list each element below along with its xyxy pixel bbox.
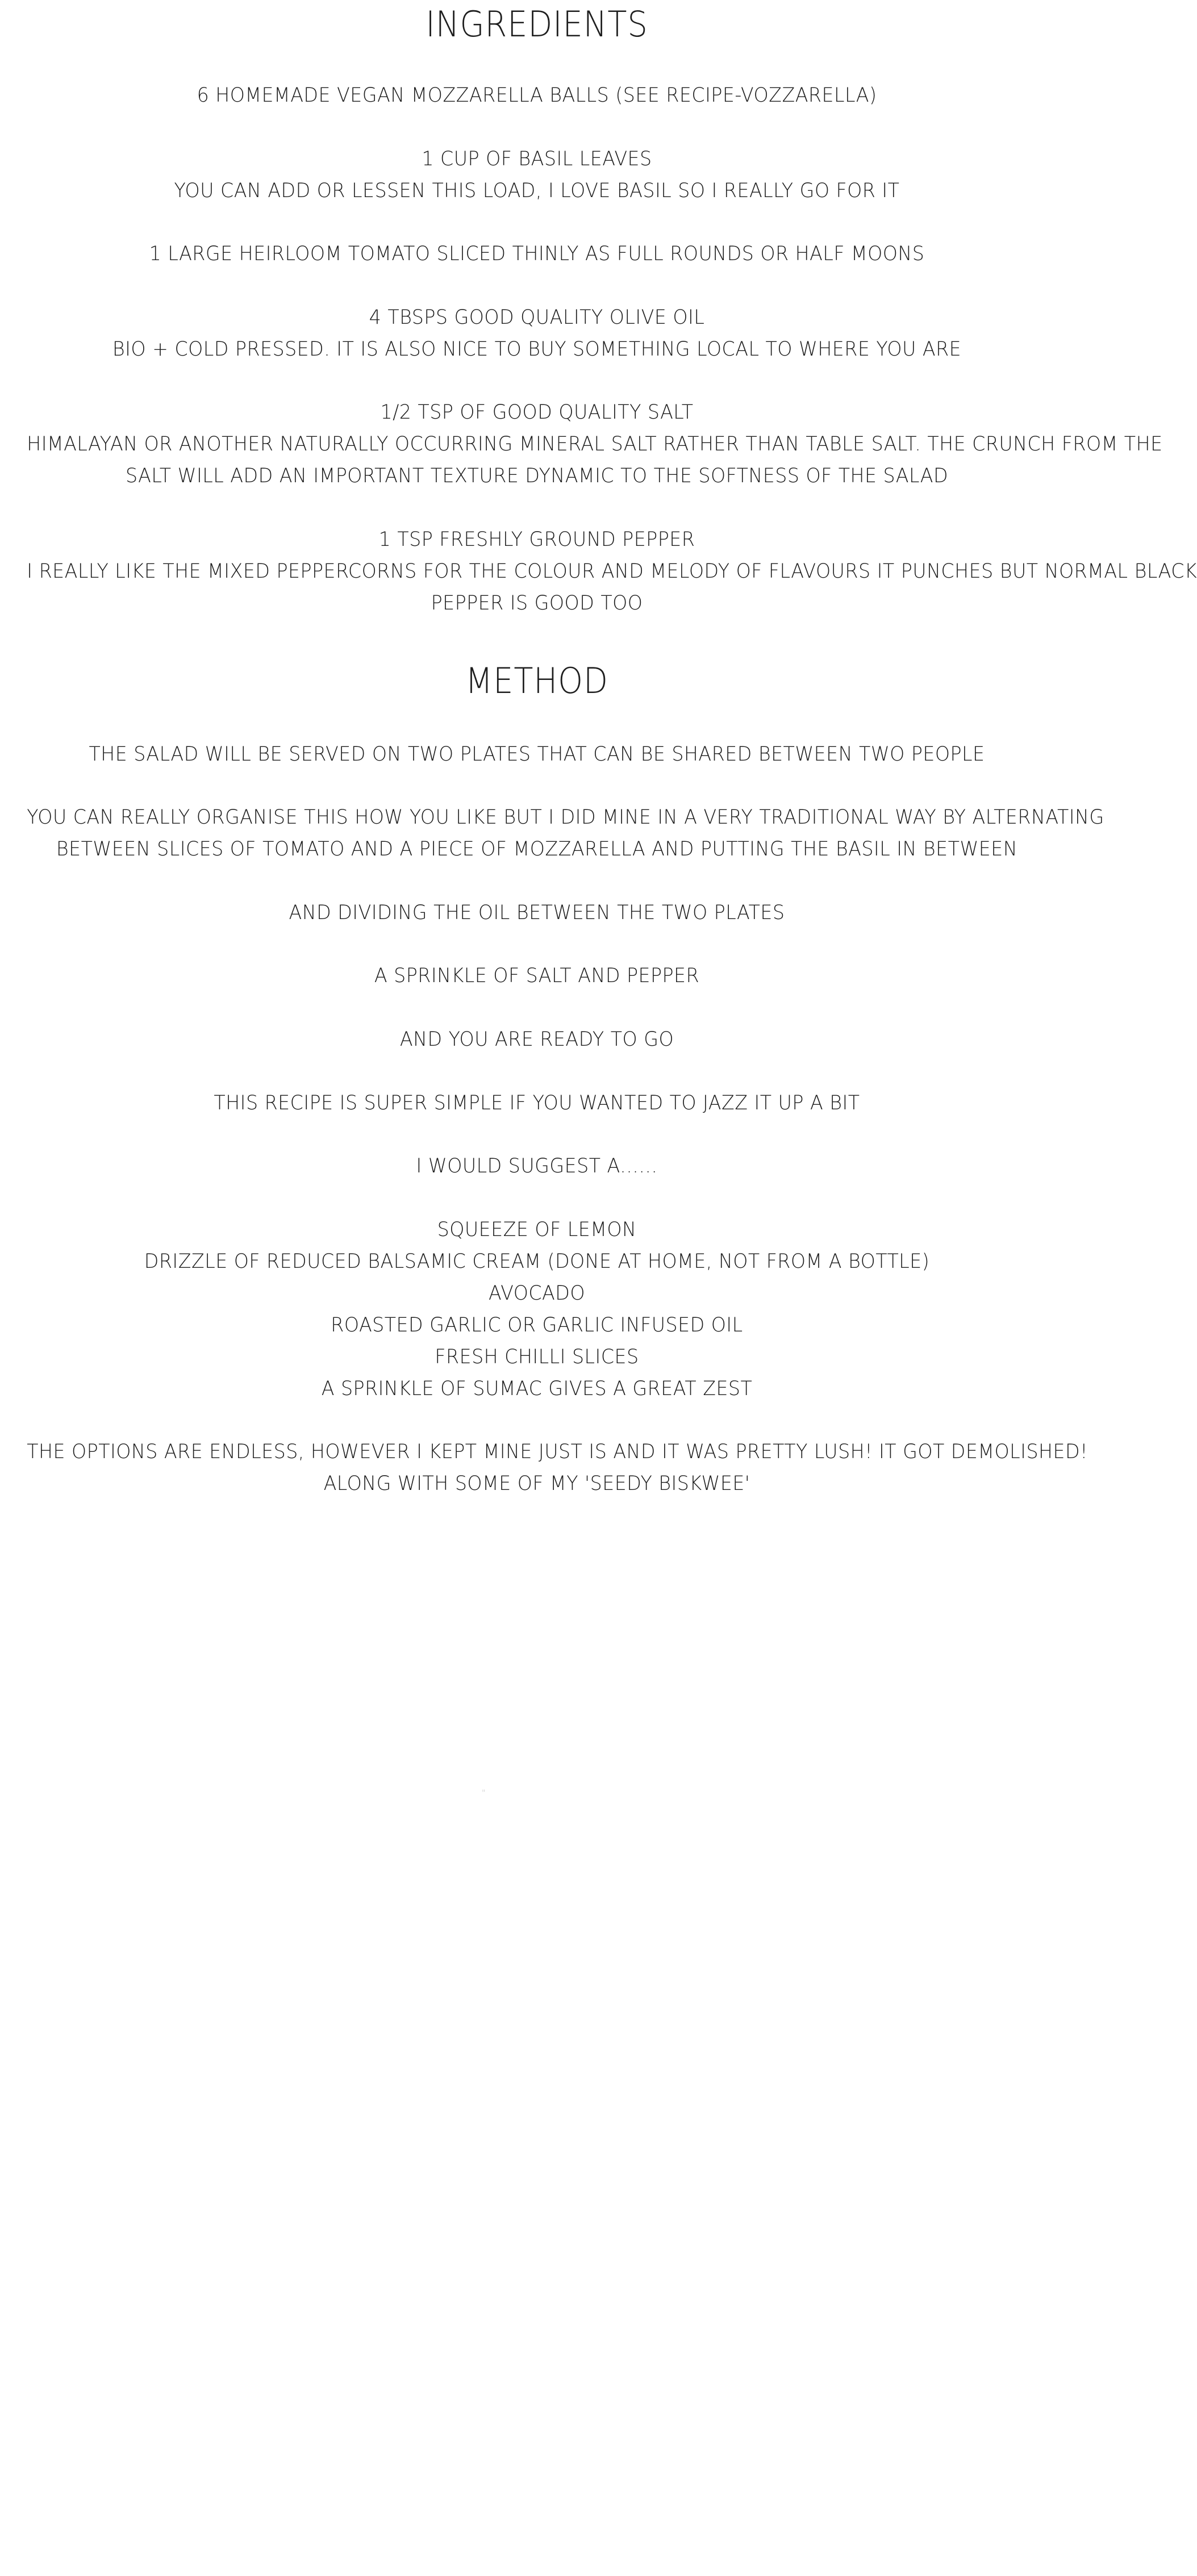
ingredient-mozzarella: 6 HOMEMADE VEGAN MOZZARELLA BALLS (SEE RECIPE-VOZZARELLA) bbox=[197, 84, 877, 107]
suggestion-sumac: A SPRINKLE OF SUMAC GIVES A GREAT ZEST bbox=[321, 1377, 753, 1400]
ingredient-pepper-note-cont: PEPPER IS GOOD TOO bbox=[431, 592, 643, 615]
method-step-oil: AND DIVIDING THE OIL BETWEEN THE TWO PLATES bbox=[289, 901, 785, 924]
suggestion-garlic: ROASTED GARLIC OR GARLIC INFUSED OIL bbox=[331, 1314, 743, 1337]
ingredient-salt-note-cont: SALT WILL ADD AN IMPORTANT TEXTURE DYNAMIC TO THE SOFTNESS OF THE SALAD bbox=[125, 465, 949, 487]
ingredients-heading: INGREDIENTS bbox=[426, 3, 648, 45]
method-step-organise-cont: BETWEEN SLICES OF TOMATO AND A PIECE OF MOZZARELLA AND PUTTING THE BASIL IN BETWEEN bbox=[56, 838, 1018, 861]
method-step-organise: YOU CAN REALLY ORGANISE THIS HOW YOU LIKE BUT I DID MINE IN A VERY TRADITIONAL WAY BY ALTERNATING bbox=[27, 806, 1104, 829]
method-step-ready: AND YOU ARE READY TO GO bbox=[399, 1028, 674, 1051]
footer-mark: " bbox=[482, 1789, 486, 1798]
ingredient-pepper: 1 TSP FRESHLY GROUND PEPPER bbox=[378, 528, 695, 551]
method-closing: THE OPTIONS ARE ENDLESS, HOWEVER I KEPT MINE JUST IS AND IT WAS PRETTY LUSH! IT GOT DEMOLISHED! bbox=[27, 1441, 1088, 1463]
suggestion-balsamic: DRIZZLE OF REDUCED BALSAMIC CREAM (DONE AT HOME, NOT FROM A BOTTLE) bbox=[144, 1250, 930, 1273]
ingredient-salt-note: HIMALAYAN OR ANOTHER NATURALLY OCCURRING MINERAL SALT RATHER THAN TABLE SALT. THE CRUNCH FROM THE bbox=[27, 433, 1163, 456]
suggestion-chilli: FRESH CHILLI SLICES bbox=[435, 1346, 639, 1368]
ingredient-olive-oil: 4 TBSPS GOOD QUALITY OLIVE OIL bbox=[369, 306, 705, 329]
suggestion-lemon: SQUEEZE OF LEMON bbox=[437, 1218, 637, 1241]
method-closing-cont: ALONG WITH SOME OF MY 'SEEDY BISKWEE' bbox=[323, 1472, 750, 1495]
method-step-salt-pepper: A SPRINKLE OF SALT AND PEPPER bbox=[374, 965, 700, 987]
suggestion-avocado: AVOCADO bbox=[488, 1282, 586, 1305]
ingredient-tomato: 1 LARGE HEIRLOOM TOMATO SLICED THINLY AS FULL ROUNDS OR HALF MOONS bbox=[149, 243, 925, 265]
method-step-suggest: I WOULD SUGGEST A...... bbox=[416, 1155, 658, 1178]
ingredient-basil: 1 CUP OF BASIL LEAVES bbox=[422, 148, 652, 170]
ingredient-salt: 1/2 TSP OF GOOD QUALITY SALT bbox=[380, 401, 694, 424]
ingredient-basil-note: YOU CAN ADD OR LESSEN THIS LOAD, I LOVE BASIL SO I REALLY GO FOR IT bbox=[174, 179, 900, 202]
method-heading: METHOD bbox=[465, 660, 608, 702]
method-step-jazz: THIS RECIPE IS SUPER SIMPLE IF YOU WANTED TO JAZZ IT UP A BIT bbox=[214, 1092, 860, 1114]
method-step-plates: THE SALAD WILL BE SERVED ON TWO PLATES THAT CAN BE SHARED BETWEEN TWO PEOPLE bbox=[89, 743, 985, 766]
ingredient-olive-oil-note: BIO + COLD PRESSED. IT IS ALSO NICE TO BUY SOMETHING LOCAL TO WHERE YOU ARE bbox=[112, 338, 962, 361]
ingredient-pepper-note: I REALLY LIKE THE MIXED PEPPERCORNS FOR THE COLOUR AND MELODY OF FLAVOURS IT PUNCHES BUT NORMAL BLACK bbox=[27, 560, 1197, 583]
